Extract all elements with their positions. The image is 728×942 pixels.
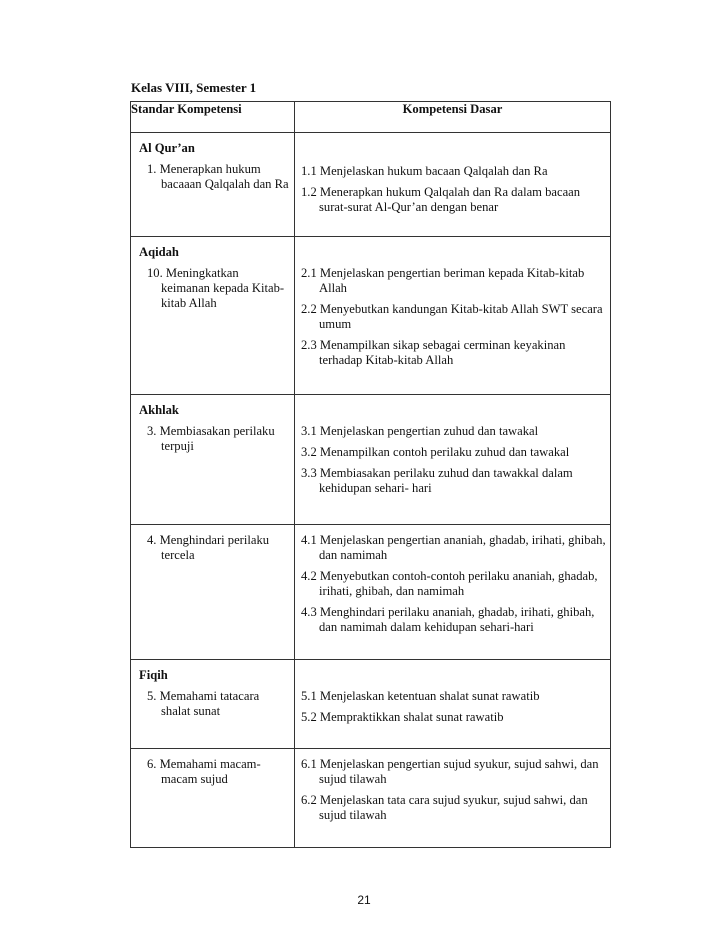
- kd-cell: [295, 237, 611, 395]
- kd-cell: [295, 395, 611, 525]
- kd-item: 6.1 Menjelaskan pengertian sujud syukur, sujud sahwi, dan sujud tilawah: [301, 757, 599, 786]
- standard-cell: [131, 395, 295, 525]
- table-row: [131, 660, 611, 749]
- table-row: [131, 237, 611, 395]
- page-heading: Kelas VIII, Semester 1: [131, 80, 257, 95]
- standard-cell: [131, 660, 295, 749]
- table-row: [131, 395, 611, 525]
- kd-item: 1.1 Menjelaskan hukum bacaan Qalqalah dan Ra: [301, 164, 548, 178]
- kd-item: 4.2 Menyebutkan contoh-contoh perilaku ananiah, ghadab, irihati, ghibah, dan namimah: [301, 569, 598, 598]
- kd-item: 1.2 Menerapkan hukum Qalqalah dan Ra dalam bacaan surat-surat Al-Qur’an dengan benar: [301, 185, 581, 214]
- kd-item: 4.3 Menghindari perilaku ananiah, ghadab, irihati, ghibah, dan namimah dalam kehidupan sehari-hari: [301, 605, 595, 634]
- kd-item: 5.1 Menjelaskan ketentuan shalat sunat rawatib: [301, 689, 540, 703]
- standard-text: 4. Menghindari perilaku tercela: [147, 533, 270, 562]
- standard-text: 3. Membiasakan perilaku terpuji: [147, 424, 275, 453]
- section-title: Fiqih: [139, 668, 168, 682]
- table-header-row: [131, 102, 611, 133]
- standard-text: 5. Memahami tatacara shalat sunat: [147, 689, 260, 718]
- standard-text: 10. Meningkatkan keimanan kepada Kitab-kitab Allah: [147, 266, 285, 310]
- section-title: Akhlak: [139, 403, 179, 417]
- standard-text: 1. Menerapkan hukum bacaaan Qalqalah dan Ra: [147, 162, 289, 191]
- section-title: Al Qur’an: [139, 141, 195, 155]
- table-row: [131, 133, 611, 237]
- kd-cell: [295, 749, 611, 848]
- kd-item: 2.1 Menjelaskan pengertian beriman kepada Kitab-kitab Allah: [301, 266, 585, 295]
- kd-item: 6.2 Menjelaskan tata cara sujud syukur, sujud sahwi, dan sujud tilawah: [301, 793, 588, 822]
- kd-cell: [295, 133, 611, 237]
- standard-cell: [131, 133, 295, 237]
- kd-item: 5.2 Mempraktikkan shalat sunat rawatib: [301, 710, 504, 724]
- page-number: 21: [357, 893, 371, 907]
- kd-item: 3.3 Membiasakan perilaku zuhud dan tawakkal dalam kehidupan sehari- hari: [301, 466, 573, 495]
- competency-table: [130, 101, 611, 848]
- column-header-standar: Standar Kompetensi: [131, 102, 295, 133]
- table-row: [131, 525, 611, 660]
- section-title: Aqidah: [139, 245, 179, 259]
- kd-item: 3.2 Menampilkan contoh perilaku zuhud dan tawakal: [301, 445, 570, 459]
- kd-item: 3.1 Menjelaskan pengertian zuhud dan tawakal: [301, 424, 539, 438]
- kd-item: 2.3 Menampilkan sikap sebagai cerminan keyakinan terhadap Kitab-kitab Allah: [301, 338, 566, 367]
- standard-text: 6. Memahami macam-macam sujud: [147, 757, 261, 786]
- kd-cell: [295, 525, 611, 660]
- standard-cell: [131, 749, 295, 848]
- kd-cell: [295, 660, 611, 749]
- column-header-kompetensi: Kompetensi Dasar: [295, 102, 611, 133]
- standard-cell: [131, 525, 295, 660]
- table-row: [131, 749, 611, 848]
- kd-item: 2.2 Menyebutkan kandungan Kitab-kitab Allah SWT secara umum: [301, 302, 603, 331]
- kd-item: 4.1 Menjelaskan pengertian ananiah, ghadab, irihati, ghibah, dan namimah: [301, 533, 606, 562]
- standard-cell: [131, 237, 295, 395]
